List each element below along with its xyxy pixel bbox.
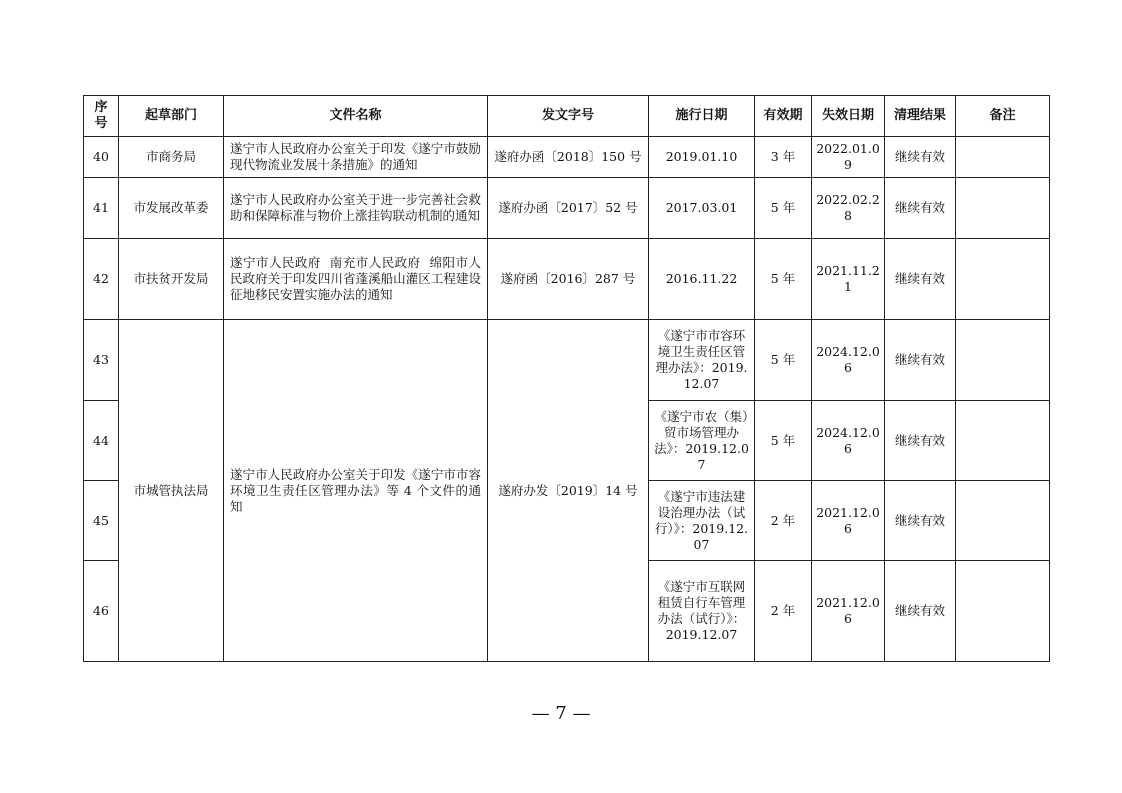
cell-name: 遂宁市人民政府办公室关于印发《遂宁市鼓励现代物流业发展十条措施》的通知 <box>224 137 488 178</box>
cell-remark <box>956 481 1050 561</box>
header-doc-no: 发文字号 <box>488 96 649 137</box>
cell-validity: 5 年 <box>755 320 812 401</box>
cell-remark <box>956 401 1050 481</box>
header-remark: 备注 <box>956 96 1050 137</box>
page-number: — 7 — <box>531 703 591 724</box>
cell-remark <box>956 561 1050 662</box>
header-name: 文件名称 <box>224 96 488 137</box>
cell-remark <box>956 137 1050 178</box>
cell-validity: 2 年 <box>755 481 812 561</box>
cell-seq: 40 <box>84 137 119 178</box>
cell-date: 2019.01.10 <box>649 137 755 178</box>
cell-expiry: 2021.12.06 <box>812 561 885 662</box>
table-row <box>84 320 1050 401</box>
cell-result: 继续有效 <box>885 320 956 401</box>
table-row <box>84 178 1050 239</box>
cell-expiry: 2024.12.06 <box>812 320 885 401</box>
cell-seq: 41 <box>84 178 119 239</box>
cell-remark <box>956 320 1050 401</box>
cell-expiry: 2021.12.06 <box>812 481 885 561</box>
cell-dept: 市扶贫开发局 <box>119 239 224 320</box>
cell-validity: 5 年 <box>755 239 812 320</box>
cell-result: 继续有效 <box>885 239 956 320</box>
cell-name: 遂宁市人民政府 南充市人民政府 绵阳市人民政府关于印发四川省蓬溪船山灌区工程建设征地移民安置实施办法的通知 <box>224 239 488 320</box>
header-result: 清理结果 <box>885 96 956 137</box>
cell-expiry: 2022.01.09 <box>812 137 885 178</box>
cell-date: 《遂宁市违法建设治理办法（试行）》：2019.12.07 <box>649 481 755 561</box>
cell-result: 继续有效 <box>885 481 956 561</box>
cell-date: 2016.11.22 <box>649 239 755 320</box>
table-header-row <box>84 96 1050 137</box>
cell-doc-no-group: 遂府办发〔2019〕14 号 <box>488 320 649 662</box>
cell-date: 《遂宁市互联网租赁自行车管理办法（试行）》：2019.12.07 <box>649 561 755 662</box>
cell-date: 2017.03.01 <box>649 178 755 239</box>
cell-expiry: 2022.02.28 <box>812 178 885 239</box>
cell-doc-no: 遂府办函〔2018〕150 号 <box>488 137 649 178</box>
cell-seq: 46 <box>84 561 119 662</box>
cell-date: 《遂宁市市容环境卫生责任区管理办法》：2019.12.07 <box>649 320 755 401</box>
header-expiry: 失效日期 <box>812 96 885 137</box>
cell-validity: 5 年 <box>755 178 812 239</box>
cell-result: 继续有效 <box>885 178 956 239</box>
cell-dept: 市商务局 <box>119 137 224 178</box>
header-validity: 有效期 <box>755 96 812 137</box>
cell-expiry: 2021.11.21 <box>812 239 885 320</box>
cell-date: 《遂宁市农（集）贸市场管理办法》：2019.12.07 <box>649 401 755 481</box>
cell-doc-no: 遂府办函〔2017〕52 号 <box>488 178 649 239</box>
header-dept: 起草部门 <box>119 96 224 137</box>
cell-doc-no: 遂府函〔2016〕287 号 <box>488 239 649 320</box>
cell-remark <box>956 178 1050 239</box>
cell-validity: 2 年 <box>755 561 812 662</box>
cell-dept: 市发展改革委 <box>119 178 224 239</box>
cell-validity: 3 年 <box>755 137 812 178</box>
header-seq: 序号 <box>84 96 119 137</box>
policy-document-table <box>83 95 1050 662</box>
cell-expiry: 2024.12.06 <box>812 401 885 481</box>
table-row <box>84 137 1050 178</box>
cell-name-group: 遂宁市人民政府办公室关于印发《遂宁市市容环境卫生责任区管理办法》等 4 个文件的通知 <box>224 320 488 662</box>
cell-result: 继续有效 <box>885 561 956 662</box>
cell-seq: 45 <box>84 481 119 561</box>
table-row <box>84 239 1050 320</box>
cell-seq: 43 <box>84 320 119 401</box>
cell-validity: 5 年 <box>755 401 812 481</box>
cell-seq: 44 <box>84 401 119 481</box>
cell-seq: 42 <box>84 239 119 320</box>
cell-result: 继续有效 <box>885 401 956 481</box>
header-date: 施行日期 <box>649 96 755 137</box>
cell-result: 继续有效 <box>885 137 956 178</box>
cell-remark <box>956 239 1050 320</box>
cell-name: 遂宁市人民政府办公室关于进一步完善社会救助和保障标准与物价上涨挂钩联动机制的通知 <box>224 178 488 239</box>
cell-dept-group: 市城管执法局 <box>119 320 224 662</box>
